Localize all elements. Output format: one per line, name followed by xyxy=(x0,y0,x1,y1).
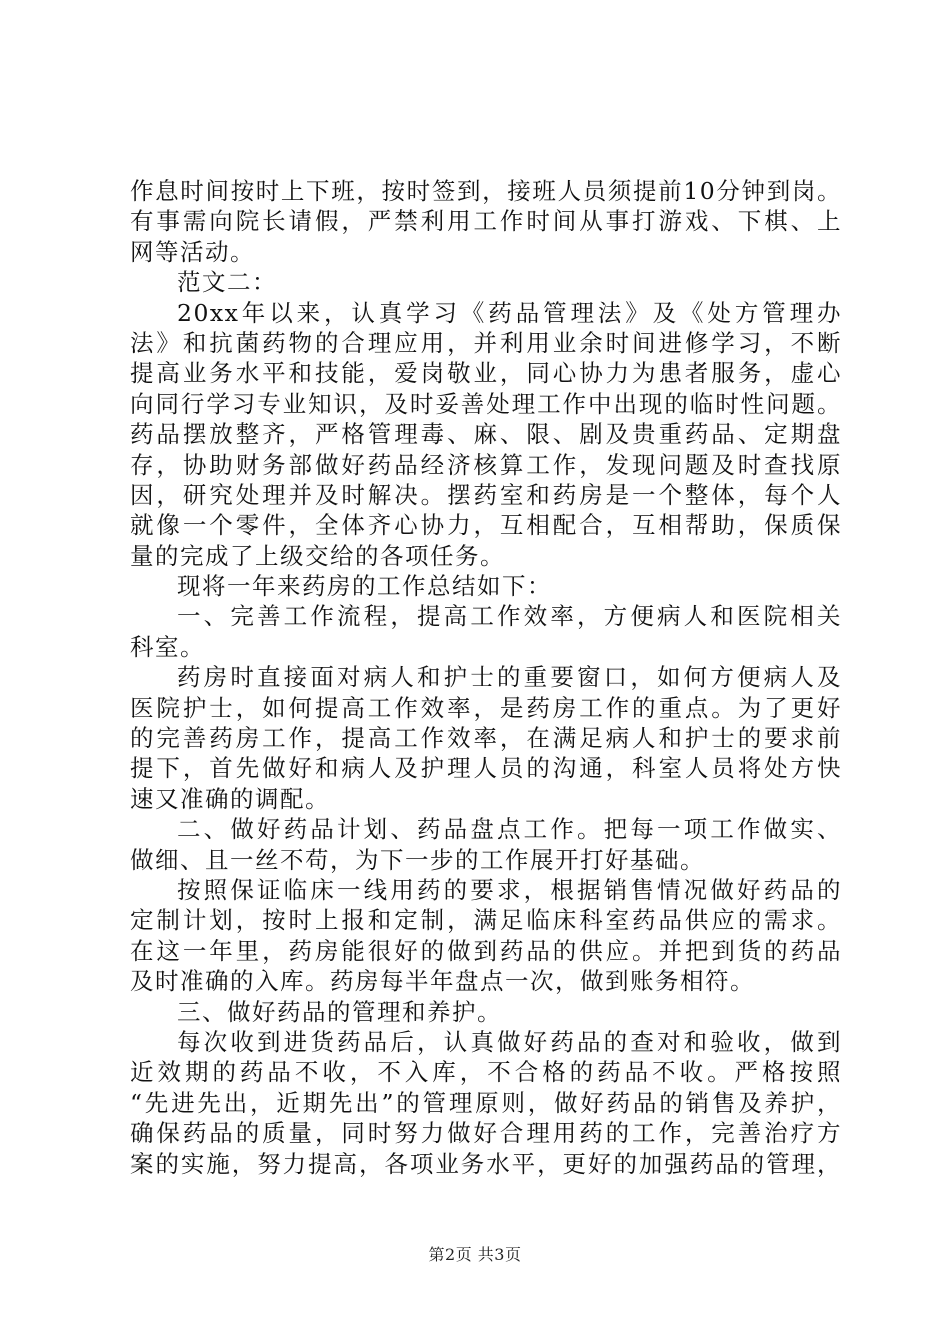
text-line: 三、做好药品的管理和养护。 xyxy=(177,997,502,1026)
text-line: 网等活动。 xyxy=(130,237,255,266)
text-line: 就像一个零件，全体齐心协力，互相配合，互相帮助，保质保 xyxy=(130,511,842,540)
text-line: 法》和抗菌药物的合理应用，并利用业余时间进修学习，不断 xyxy=(130,328,842,357)
text-line: 科室。 xyxy=(130,632,205,661)
text-line: 提下，首先做好和病人及护理人员的沟通，科室人员将处方快 xyxy=(130,754,842,783)
text-line: 存，协助财务部做好药品经济核算工作，发现问题及时查找原 xyxy=(130,450,842,479)
text-line: 按照保证临床一线用药的要求，根据销售情况做好药品的 xyxy=(177,875,842,904)
text-line: 一、完善工作流程，提高工作效率，方便病人和医院相关 xyxy=(177,602,842,631)
text-line: 药房时直接面对病人和护士的重要窗口，如何方便病人及 xyxy=(177,663,842,692)
text-line: 定制计划，按时上报和定制，满足临床科室药品供应的需求。 xyxy=(130,906,842,935)
text-line: 在这一年里，药房能很好的做到药品的供应。并把到货的药品 xyxy=(130,936,842,965)
text-line: 现将一年来药房的工作总结如下： xyxy=(177,572,552,601)
text-line: 的完善药房工作，提高工作效率，在满足病人和护士的要求前 xyxy=(130,724,842,753)
text-line: 有事需向院长请假，严禁利用工作时间从事打游戏、下棋、上 xyxy=(130,207,842,236)
text-line: 向同行学习专业知识，及时妥善处理工作中出现的临时性问题。 xyxy=(130,389,842,418)
text-line: 范文二： xyxy=(177,268,277,297)
text-line: 二、做好药品计划、药品盘点工作。把每一项工作做实、 xyxy=(177,815,842,844)
text-line: 20xx年以来，认真学习《药品管理法》及《处方管理办 xyxy=(177,298,842,327)
text-line: 速又准确的调配。 xyxy=(130,784,330,813)
text-line: 做细、且一丝不苟，为下一步的工作展开打好基础。 xyxy=(130,845,705,874)
text-line: 及时准确的入库。药房每半年盘点一次，做到账务相符。 xyxy=(130,967,755,996)
text-line: 因，研究处理并及时解决。摆药室和药房是一个整体，每个人 xyxy=(130,480,842,509)
page-footer: 第2页 共3页 xyxy=(428,1245,522,1264)
text-line: 量的完成了上级交给的各项任务。 xyxy=(130,541,505,570)
text-line: 提高业务水平和技能，爱岗敬业，同心协力为患者服务，虚心 xyxy=(130,359,842,388)
text-line: 确保药品的质量，同时努力做好合理用药的工作，完善治疗方 xyxy=(130,1119,842,1148)
text-line: 每次收到进货药品后，认真做好药品的查对和验收，做到 xyxy=(177,1027,842,1056)
document-body xyxy=(130,176,842,1179)
text-line: 作息时间按时上下班，按时签到，接班人员须提前10分钟到岗。 xyxy=(130,177,842,205)
text-line: 案的实施，努力提高，各项业务水平，更好的加强药品的管理， xyxy=(130,1149,842,1178)
text-line: 医院护士，如何提高工作效率，是药房工作的重点。为了更好 xyxy=(130,693,842,722)
text-line: 近效期的药品不收，不入库，不合格的药品不收。严格按照 xyxy=(130,1058,842,1087)
text-line: 药品摆放整齐，严格管理毒、麻、限、剧及贵重药品、定期盘 xyxy=(130,420,842,449)
text-line: “先进先出，近期先出”的管理原则，做好药品的销售及养护， xyxy=(130,1088,842,1117)
